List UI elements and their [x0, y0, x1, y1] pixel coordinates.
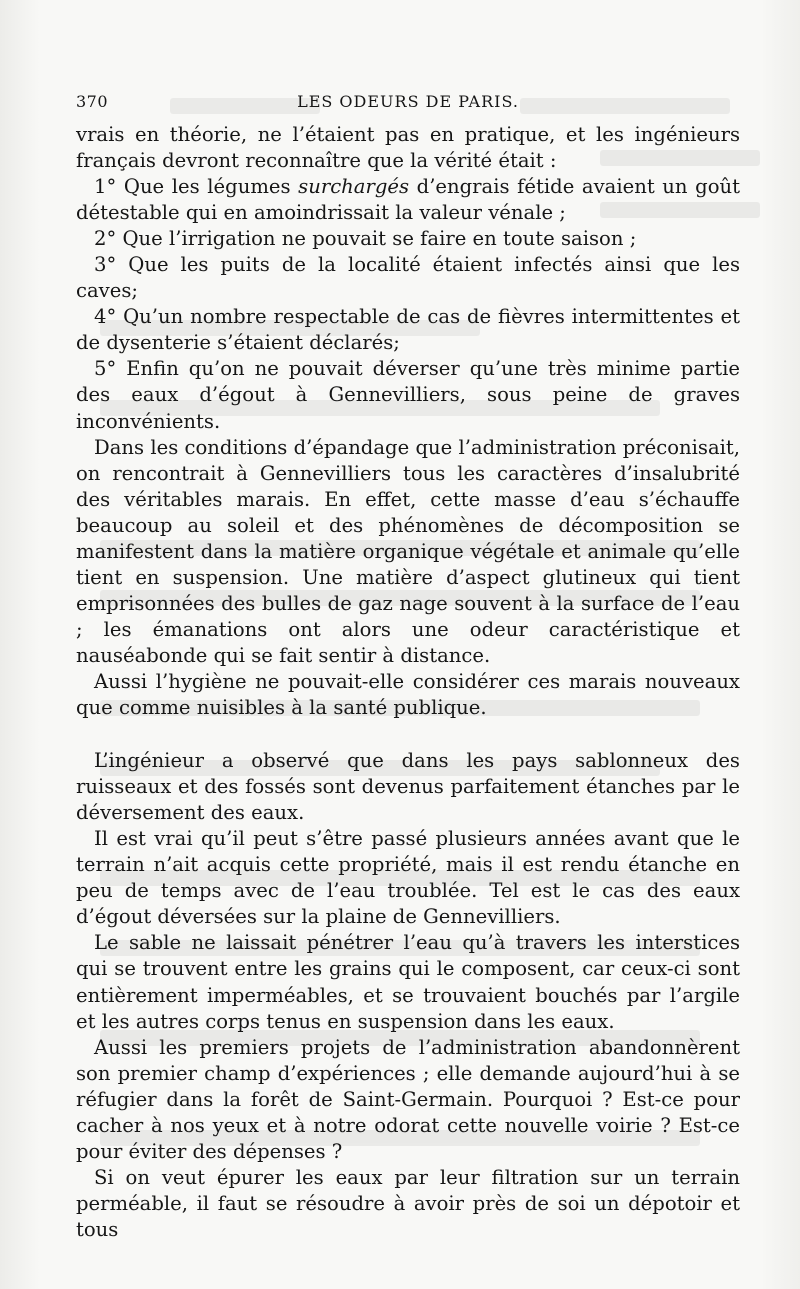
- list-item-3: 3° Que les puits de la localité étaient infectés ainsi que les caves;: [76, 253, 740, 303]
- body-text: [76, 122, 740, 1243]
- list-item-5: 5° Enfin qu’on ne pouvait déverser qu’une très minime partie des eaux d’égout à Gennevilliers, sous peine de graves inconvénients.: [76, 357, 740, 433]
- paragraph: Si on veut épurer les eaux par leur filtration sur un terrain perméable, il faut se résoudre à avoir près de soi un dépotoir et tous: [76, 1165, 740, 1241]
- paragraph: Aussi les premiers projets de l’administration abandonnèrent son premier champ d’expériences ; elle demande aujourd’hui à se réfugier dans la forêt de Saint-Germain. Pourquoi ? Est-ce pour cacher à nos yeux et à notre odorat cette nouvelle voirie ? Est-ce pour éviter des dépenses ?: [76, 1035, 740, 1163]
- paragraph: Le sable ne laissait pénétrer l’eau qu’à travers les interstices qui se trouvent entre les grains qui le composent, car ceux-ci sont entièrement imperméables, et se trouvaient bouchés par l’argile et les autres corps tenus en suspension dans les eaux.: [76, 931, 740, 1033]
- paragraph: Dans les conditions d’épandage que l’administration préconisait, on rencontrait à Gennevilliers tous les caractères d’insalubrité des véritables marais. En effet, cette masse d’eau s’échauffe beaucoup au soleil et des phénomènes de décomposition se manifestent dans la matière organique végétale et animale qu’elle tient en suspension. Une matière d’aspect glutineux qui tient emprisonnées des bulles de gaz nage souvent à la surface de l’eau ; les émanations ont alors une odeur caractéristique et nauséabonde qui se fait sentir à distance.: [76, 435, 740, 667]
- running-title: LES ODEURS DE PARIS.: [297, 92, 519, 111]
- list-item-1: 1° Que les légumes surchargés d’engrais fétide avaient un goût détestable qui en amoindrissait la valeur vénale ;: [76, 175, 740, 225]
- paragraph: Aussi l’hygiène ne pouvait-elle considérer ces marais nouveaux que comme nuisibles à la santé publique.: [76, 669, 740, 720]
- paragraph: Il est vrai qu’il peut s’être passé plusieurs années avant que le terrain n’ait acquis cette propriété, mais il est rendu étanche en peu de temps avec de l’eau troublée. Tel est le cas des eaux d’égout déversées sur la plaine de Gennevilliers.: [76, 827, 740, 929]
- page-header: [76, 92, 740, 116]
- list-item-4: 4° Qu’un nombre respectable de cas de fièvres intermittentes et de dysenterie s’étaient déclarés;: [76, 305, 740, 355]
- paragraph-continuation: vrais en théorie, ne l’étaient pas en pratique, et les ingénieurs français devront reconnaître que la vérité était :: [76, 123, 740, 173]
- list-item-2: 2° Que l’irrigation ne pouvait se faire en toute saison ;: [94, 227, 637, 251]
- paragraph: L’ingénieur a observé que dans les pays sablonneux des ruisseaux et des fossés sont devenus parfaitement étanches par le déversement des eaux.: [76, 749, 740, 825]
- page-number: 370: [76, 92, 109, 111]
